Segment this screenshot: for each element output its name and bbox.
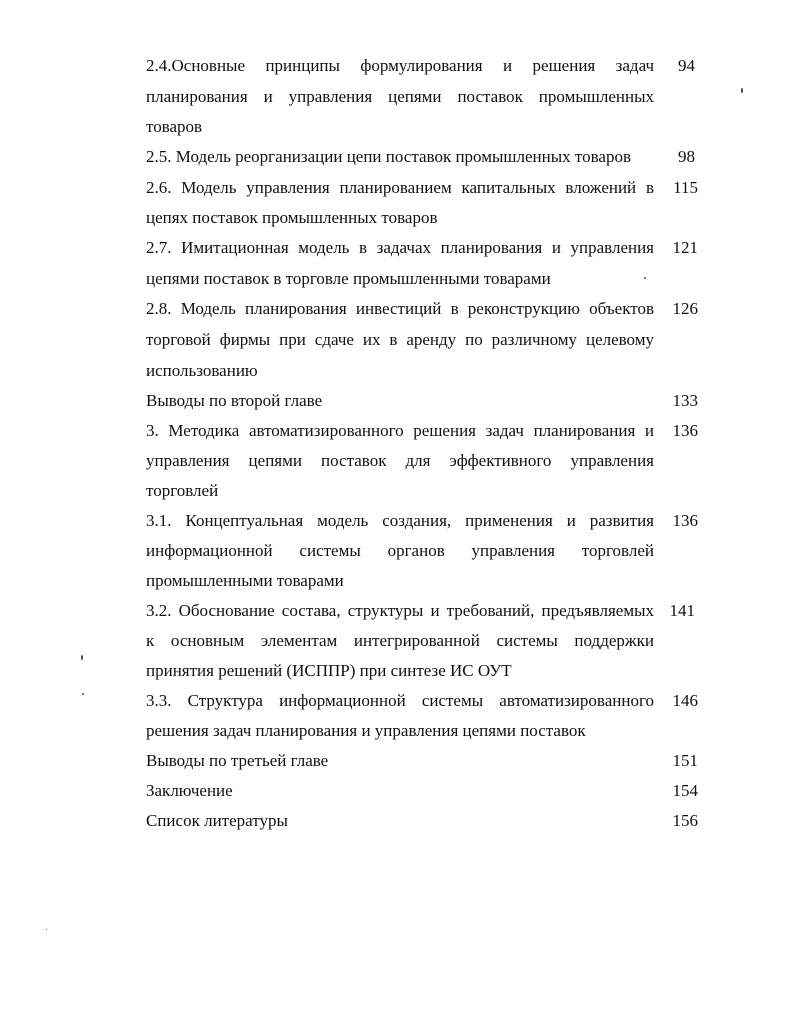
scan-speck xyxy=(644,277,646,279)
toc-entry-line: 2.4.Основные принципы формулирования и решения задач xyxy=(146,56,654,75)
toc-entry-line: к основным элементам интегрированной системы поддержки xyxy=(146,631,654,650)
toc-entry-line: Заключение xyxy=(146,781,233,800)
toc-entry-line: торговой фирмы при сдаче их в аренду по различному целевому xyxy=(146,330,654,349)
toc-page-number: 115 xyxy=(673,178,698,197)
toc-entry-line: информационной системы органов управления торговлей xyxy=(146,541,654,560)
toc-entry-line: Список литературы xyxy=(146,811,288,830)
toc-page-number: 98 xyxy=(678,147,695,166)
toc-page-number: 126 xyxy=(672,299,698,318)
scan-speck xyxy=(81,655,83,660)
toc-entry-line: товаров xyxy=(146,117,203,136)
toc-entry-line: 3.1. Концептуальная модель создания, применения и развития xyxy=(146,511,654,530)
toc-entry-line: управления цепями поставок для эффективного управления xyxy=(146,451,654,470)
scan-speck xyxy=(82,693,84,695)
toc-entry-line: принятия решений (ИСППР) при синтезе ИС ОУТ xyxy=(146,661,512,680)
scan-speck xyxy=(46,929,47,930)
toc-page-number: 136 xyxy=(672,511,698,530)
toc-entry-line: 2.5. Модель реорганизации цепи поставок промышленных товаров xyxy=(146,147,631,166)
toc-page-number: 121 xyxy=(672,238,698,257)
scan-speck xyxy=(741,88,743,93)
toc-entry-line: Выводы по третьей главе xyxy=(146,751,329,770)
toc-entry-line: цепями поставок в торговле промышленными товарами xyxy=(146,269,551,288)
toc-entry-line: планирования и управления цепями поставок промышленных xyxy=(146,87,654,106)
toc-page-number: 141 xyxy=(669,601,695,620)
toc-entry-line: 3.2. Обоснование состава, структуры и требований, предъявляемых xyxy=(146,601,654,620)
toc-entry-line: 3.3. Структура информационной системы автоматизированного xyxy=(146,691,654,710)
toc-entry-line: Выводы по второй главе xyxy=(146,391,323,410)
toc-entry-line: решения задач планирования и управления цепями поставок xyxy=(146,721,586,740)
toc-page-number: 133 xyxy=(672,391,698,410)
toc-entry-line: 2.6. Модель управления планированием капитальных вложений в xyxy=(146,178,654,197)
toc-entry-line: цепях поставок промышленных товаров xyxy=(146,208,438,227)
toc-entry-line: промышленными товарами xyxy=(146,571,344,590)
toc-entry-line: 2.8. Модель планирования инвестиций в реконструкцию объектов xyxy=(146,299,654,318)
toc-entry-line: торговлей xyxy=(146,481,219,500)
toc-page-number: 136 xyxy=(672,421,698,440)
toc-page-number: 94 xyxy=(678,56,695,75)
toc-entry-line: использованию xyxy=(146,361,258,380)
toc-page-number: 154 xyxy=(672,781,698,800)
toc-page-number: 156 xyxy=(672,811,698,830)
toc-entry-line: 2.7. Имитационная модель в задачах планирования и управления xyxy=(146,238,654,257)
toc-page-number: 146 xyxy=(672,691,698,710)
toc-entry-line: 3. Методика автоматизированного решения задач планирования и xyxy=(146,421,654,440)
toc-page-number: 151 xyxy=(672,751,698,770)
